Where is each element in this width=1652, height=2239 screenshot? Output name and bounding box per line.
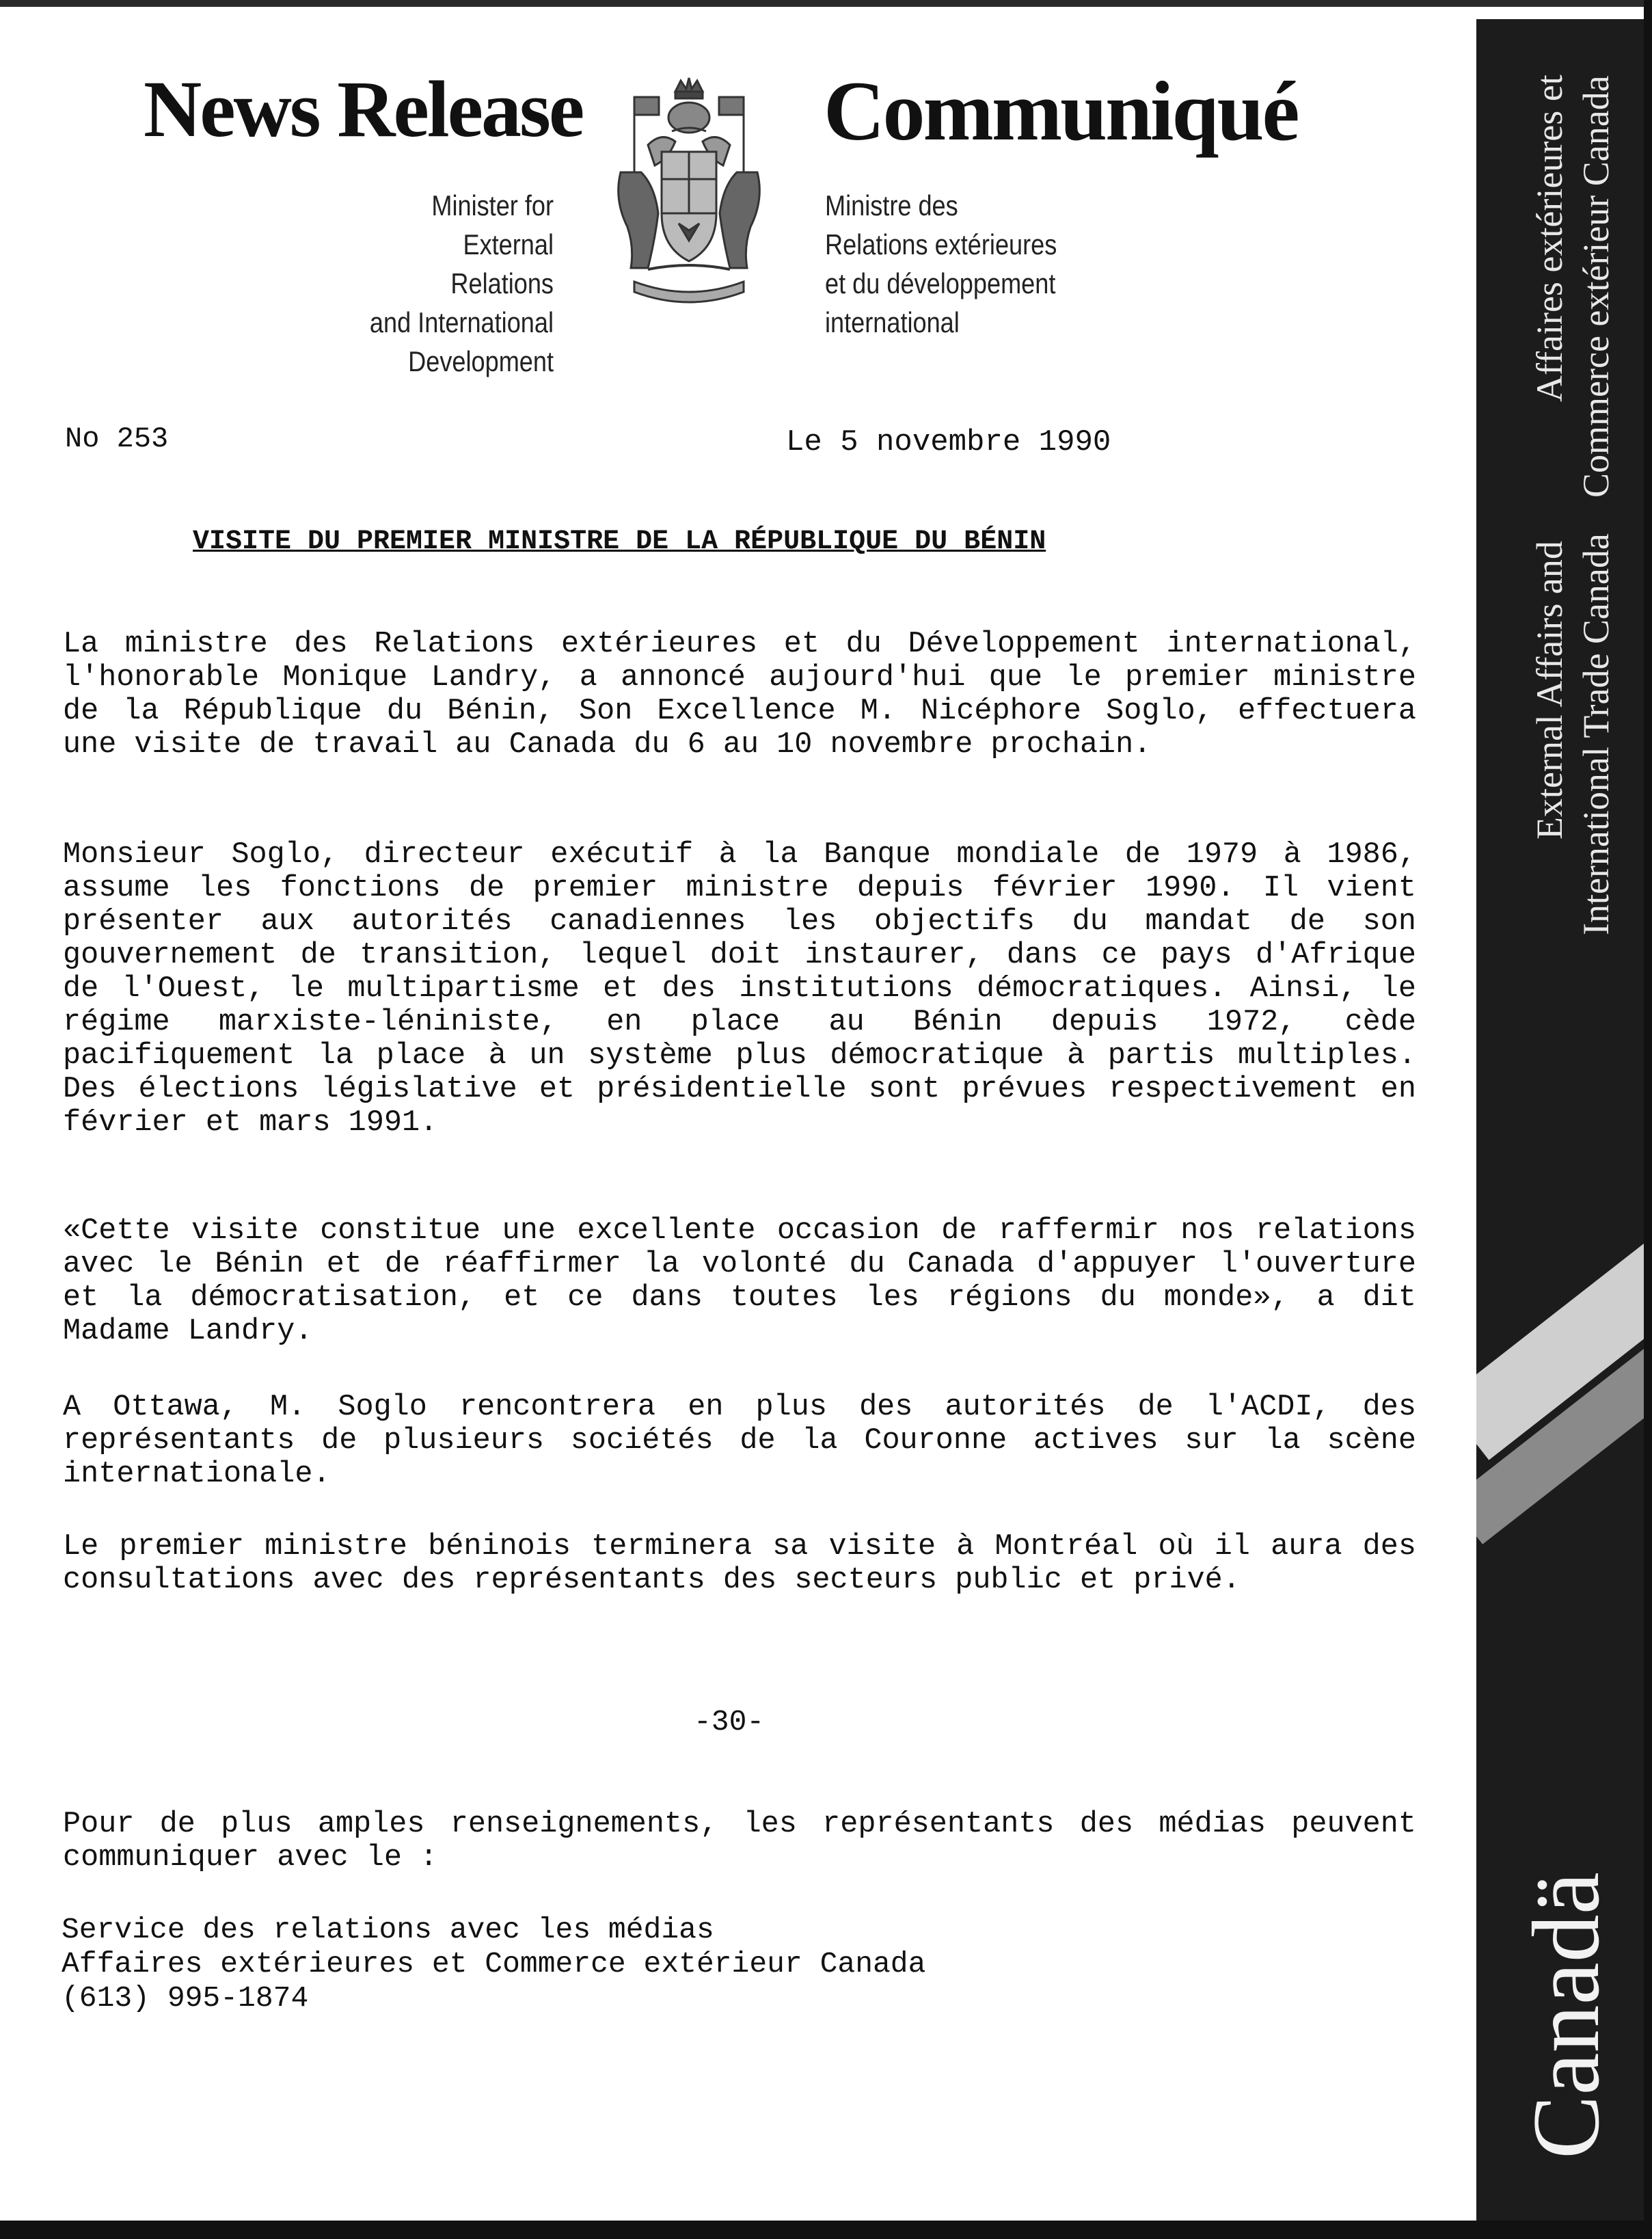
- minister-title-en: [354, 186, 554, 381]
- minister-fr-line: Ministre des: [825, 189, 958, 222]
- dept-name-en-line: External Affairs and: [1529, 541, 1570, 840]
- release-title: VISITE DU PREMIER MINISTRE DE LA RÉPUBLIQUE DU BÉNIN: [193, 526, 1046, 557]
- communique-heading: Communiqué: [824, 64, 1298, 158]
- body-paragraph: Le premier ministre béninois terminera sa visite à Montréal où il aura des consultations avec des représentants des secteurs public et privé.: [63, 1530, 1416, 1597]
- contact-line: (613) 995-1874: [62, 1981, 309, 2015]
- body-paragraph: A Ottawa, M. Soglo rencontrera en plus des autorités de l'ACDI, des représentants de plusieurs sociétés de la Couronne actives sur la scène internationale.: [63, 1391, 1416, 1491]
- minister-en-line: External Relations: [450, 228, 554, 299]
- scan-border-top: [0, 0, 1652, 7]
- dept-name-fr-line: Commerce extérieur Canada: [1575, 75, 1616, 498]
- minister-fr-line: et du développement: [825, 267, 1056, 299]
- end-mark: -30-: [694, 1705, 765, 1739]
- release-date: Le 5 novembre 1990: [786, 425, 1111, 459]
- body-paragraph: La ministre des Relations extérieures et du Développement international, l'honorable Monique Landry, a annoncé aujourd'hui que le premier ministre de la République du Bénin, Son Excellence M. Nicéphore Soglo, effectuera une visite de travail au Canada du 6 au 10 novembre prochain.: [63, 628, 1416, 762]
- contact-line: Service des relations avec les médias: [62, 1913, 714, 1946]
- dept-name-fr-line: Affaires extérieures et: [1529, 75, 1570, 402]
- body-paragraph: Monsieur Soglo, directeur exécutif à la Banque mondiale de 1979 à 1986, assume les fonctions de premier ministre depuis février 1990. Il vient présenter aux autorités canadiennes les objectifs du mandat de son gouvernement de transition, lequel doit instaurer, dans ce pays d'Afrique de l'Ouest, le multipartisme et des institutions démocratiques. Ainsi, le régime marxiste-léniniste, en place au Bénin depuis 1972, cède pacifiquement la place à un système plus démocratique à partis multiples. Des élections législative et présidentielle sont prévues respectivement en février et mars 1991.: [63, 838, 1416, 1140]
- minister-fr-line: Relations extérieures: [825, 228, 1057, 260]
- scan-border-right: [1644, 0, 1652, 2239]
- body-paragraph: «Cette visite constitue une excellente occasion de raffermir nos relations avec le Bénin et de réaffirmer la volonté du Canada d'appuyer l'ouverture et la démocratisation, et ce dans toutes les régions du monde», a dit Madame Landry.: [63, 1214, 1416, 1348]
- minister-title-fr: [825, 186, 1060, 342]
- contact-line: Affaires extérieures et Commerce extérieur Canada: [62, 1947, 926, 1981]
- coat-of-arms-icon: [607, 77, 771, 309]
- dept-name-en-line: International Trade Canada: [1575, 533, 1616, 935]
- department-side-band: [1476, 19, 1647, 2222]
- minister-en-line: and International: [369, 306, 554, 338]
- canada-wordmark: Canadä: [1513, 1872, 1619, 2159]
- contact-intro: Pour de plus amples renseignements, les représentants des médias peuvent communiquer avec le :: [63, 1808, 1416, 1875]
- minister-en-line: Minister for: [431, 189, 554, 222]
- scan-border-bottom: [0, 2221, 1652, 2239]
- release-number: No 253: [65, 423, 169, 455]
- minister-fr-line: international: [825, 306, 960, 338]
- minister-en-line: Development: [408, 345, 554, 377]
- news-release-heading: News Release: [144, 64, 583, 154]
